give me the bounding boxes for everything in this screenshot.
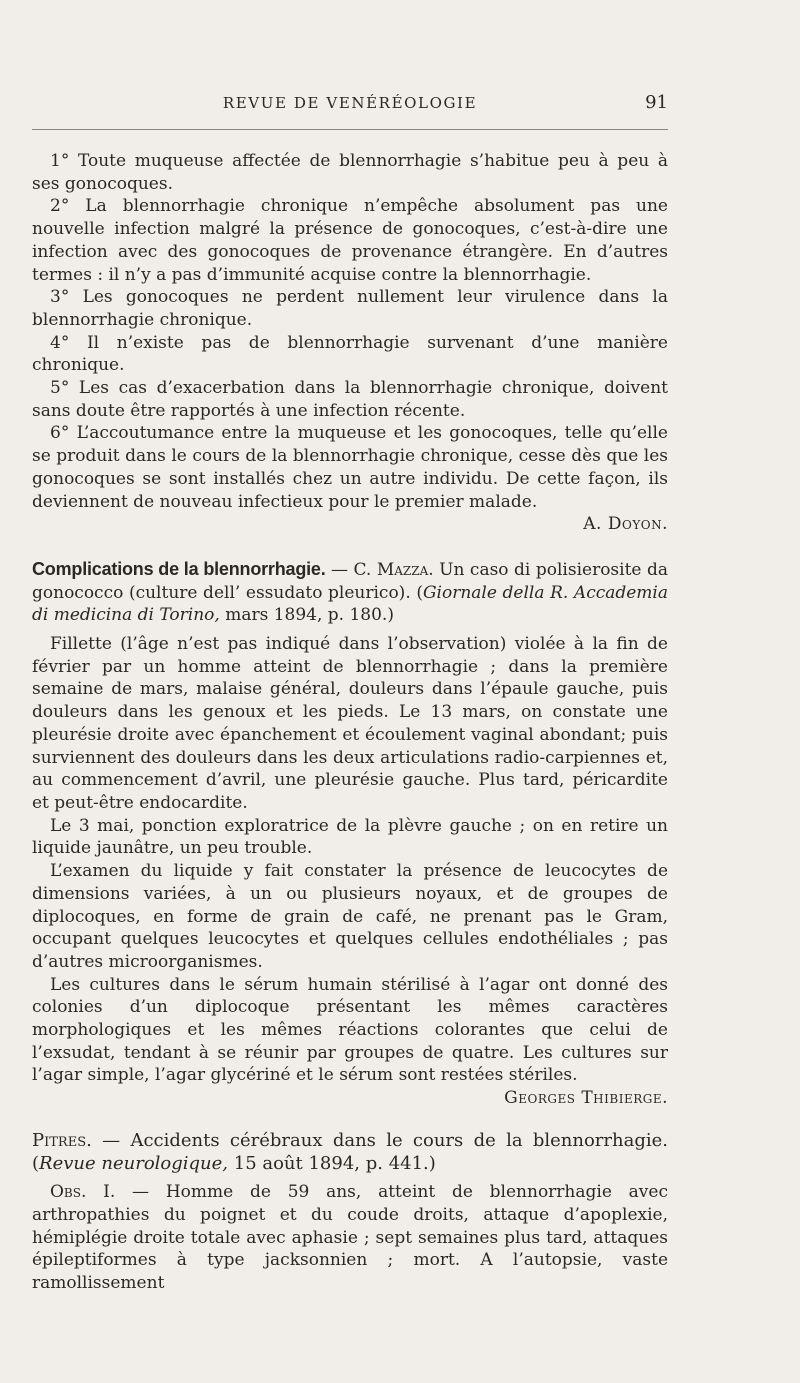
running-title: REVUE DE VENÉRÉOLOGIE: [222, 94, 478, 112]
heading-title: Complications de la blennorrhagie.: [32, 558, 326, 579]
heading-journal: Giornale della R. Accademia di medicina di Torino,: [32, 582, 669, 626]
running-header: [32, 92, 668, 116]
section-mazza: [32, 558, 668, 1110]
paragraph: 2° La blennorrhagie chronique n’empêche absolument pas une nouvelle infection malgré la présence de gonocoques, c’est-à-dire une infection avec des gonocoques de provenance étrangère. En d’autres termes : il n’y a pas d’immunité acquise contre la blennorrhagie.: [32, 196, 668, 285]
paragraph: 5° Les cas d’exacerbation dans la blennorrhagie chronique, doivent sans doute être rapportés à une infection récente.: [32, 378, 668, 421]
signature-thibierge: Georges Thibierge.: [504, 1088, 668, 1109]
heading-title-rest: Un caso di polisierosite da gonococco (culture dell’ essudato pleurico). (: [32, 559, 668, 603]
heading-dash: —: [91, 1129, 131, 1151]
paragraph-text: Les cultures dans le sérum humain stérilisé à l’agar ont donné des colonies d’un diplocoque présentant les mêmes caractères morphologiques et les mêmes réactions colorantes que celui de l’exsudat, tendant à se réunir par groupes de quatre. Les cultures sur l’agar simple, l’agar glycériné et le sérum sont restées stériles.: [32, 974, 668, 1086]
paragraph: Fillette (l’âge n’est pas indiqué dans l’observation) violée à la fin de février par un homme atteint de blennorrhagie ; dans la première semaine de mars, malaise général, douleurs dans l’épaule gauche, puis douleurs dans les genoux et les pieds. Le 13 mars, on constate une pleurésie droite avec épanchement et écoulement vaginal abondant; puis surviennent des douleurs dans les deux articulations radio-carpiennes et, au commencement d’avril, une pleurésie gauche. Plus tard, péricardite et peut-être endocardite.: [32, 634, 668, 813]
article-body: [32, 150, 668, 1295]
heading-dash: —: [325, 559, 354, 580]
observation-text: — Homme de 59 ans, atteint de blennorrhagie avec arthropathies du poignet et du coude droits, attaque d’apoplexie, hémiplégie droite totale avec aphasie ; sept semaines plus tard, attaques épileptiformes à type jacksonnien ; mort. A l’autopsie, vaste ramollissement: [32, 1182, 668, 1294]
heading-author: Pitres.: [32, 1129, 92, 1151]
paragraph-last: [32, 974, 668, 1109]
section-pitres: [32, 1130, 668, 1295]
paragraph: 3° Les gonocoques ne perdent nullement leur virulence dans la blennorrhagie chronique.: [32, 287, 668, 330]
paragraph: L’examen du liquide y fait constater la présence de leucocytes de dimensions variées, à un ou plusieurs noyaux, et de groupes de diplocoques, en forme de grain de café, ne prenant pas le Gram, occupant quelques leucocytes et quelques cellules endothéliales ; pas d’autres microorganismes.: [32, 861, 668, 972]
signature-doyon: A. Doyon.: [583, 514, 668, 535]
heading-citation: 15 août 1894, p. 441.): [228, 1152, 436, 1174]
paragraph: 4° Il n’existe pas de blennorrhagie survenant d’une manière chronique.: [32, 332, 668, 376]
header-rule: [32, 129, 668, 130]
paragraph: 6° L’accoutumance entre la muqueuse et les gonocoques, telle qu’elle se produit dans le cours de la blennorrhagie chronique, cesse dès que les gonocoques se sont installés chez un autre individu. De cette façon, ils deviennent de nouveau infectieux pour le premier malade.: [32, 423, 668, 512]
observation-label: Obs. I.: [50, 1182, 116, 1203]
paragraph: 1° Toute muqueuse affectée de blennorrhagie s’habitue peu à peu à ses gonocoques.: [32, 151, 668, 194]
heading-author: C. Mazza.: [353, 559, 434, 580]
section-heading: [32, 558, 668, 627]
section-conclusions: [32, 150, 668, 536]
heading-cite-open: (: [32, 1152, 40, 1174]
section-heading: [32, 1130, 668, 1175]
page-number: 91: [645, 92, 668, 113]
paragraph: Le 3 mai, ponction exploratrice de la plèvre gauche ; on en retire un liquide jaunâtre, un peu trouble.: [32, 815, 668, 859]
observation-paragraph: [32, 1181, 668, 1295]
heading-citation: mars 1894, p. 180.): [219, 605, 394, 626]
heading-journal: Revue neurologique,: [39, 1152, 229, 1174]
heading-title: Accidents cérébraux dans le cours de la blennorrhagie.: [130, 1129, 668, 1151]
